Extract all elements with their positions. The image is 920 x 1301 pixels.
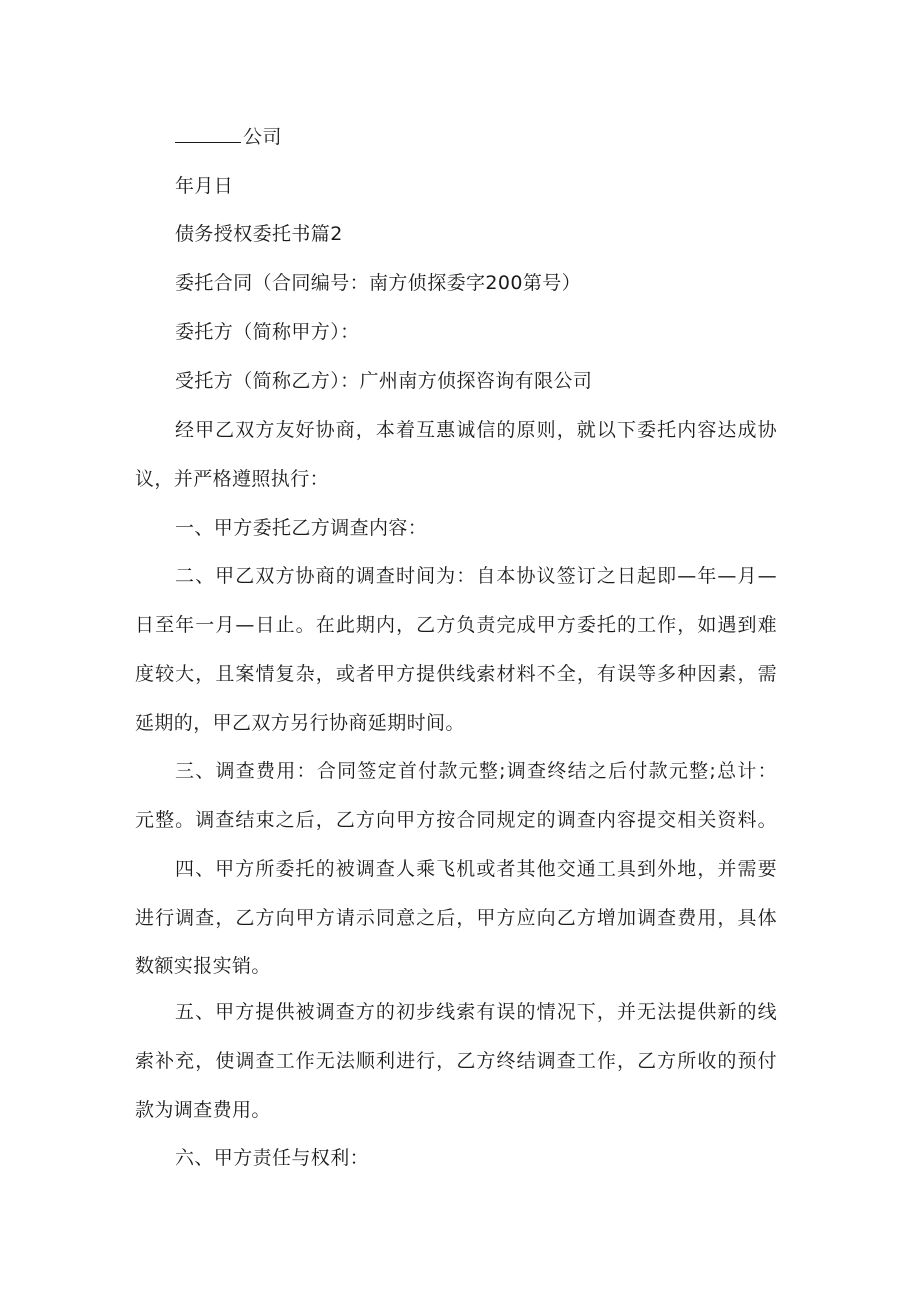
client-party: 委托方（简称甲方）： (175, 321, 360, 343)
body-line: 日至年一月—日止。在此期内，乙方负责完成甲方委托的工作，如遇到难 (135, 614, 777, 636)
blank-underline (175, 125, 241, 143)
section-title: 债务授权委托书篇2 (175, 223, 343, 245)
clause-3: 三、调查费用：合同签定首付款元整;调查终结之后付款元整;总计： (175, 760, 777, 782)
body-line: 款为调查费用。 (135, 1099, 271, 1121)
agent-party: 受托方（简称乙方）：广州南方侦探咨询有限公司 (175, 370, 593, 392)
body-line: 进行调查，乙方向甲方请示同意之后，甲方应向乙方增加调查费用，具体 (135, 907, 777, 929)
body-line: 数额实报实销。 (135, 955, 271, 977)
body-line: 索补充，使调查工作无法顺利进行，乙方终结调查工作，乙方所收的预付 (135, 1050, 777, 1072)
clause-6: 六、甲方责任与权利： (175, 1147, 370, 1169)
clause-5: 五、甲方提供被调查方的初步线索有误的情况下，并无法提供新的线 (175, 1001, 777, 1023)
clause-4: 四、甲方所委托的被调查人乘飞机或者其他交通工具到外地，并需要 (175, 858, 777, 880)
signature-company: 公司 (175, 125, 282, 149)
body-line: 延期的，甲乙双方另行协商延期时间。 (135, 712, 465, 734)
body-line: 经甲乙双方友好协商，本着互惠诚信的原则，就以下委托内容达成协 (175, 419, 777, 441)
body-line: 元整。调查结束之后，乙方向甲方按合同规定的调查内容提交相关资料。 (135, 809, 777, 831)
clause-1: 一、甲方委托乙方调查内容： (175, 517, 428, 539)
clause-2: 二、甲乙双方协商的调查时间为：自本协议签订之日起即—年—月— (175, 565, 777, 587)
contract-title: 委托合同（合同编号：南方侦探委字200第号） (175, 272, 582, 294)
signature-date: 年月日 (175, 175, 234, 197)
body-line: 议，并严格遵照执行： (135, 468, 330, 490)
body-line: 度较大，且案情复杂，或者甲方提供线索材料不全，有误等多种因素，需 (135, 663, 777, 685)
